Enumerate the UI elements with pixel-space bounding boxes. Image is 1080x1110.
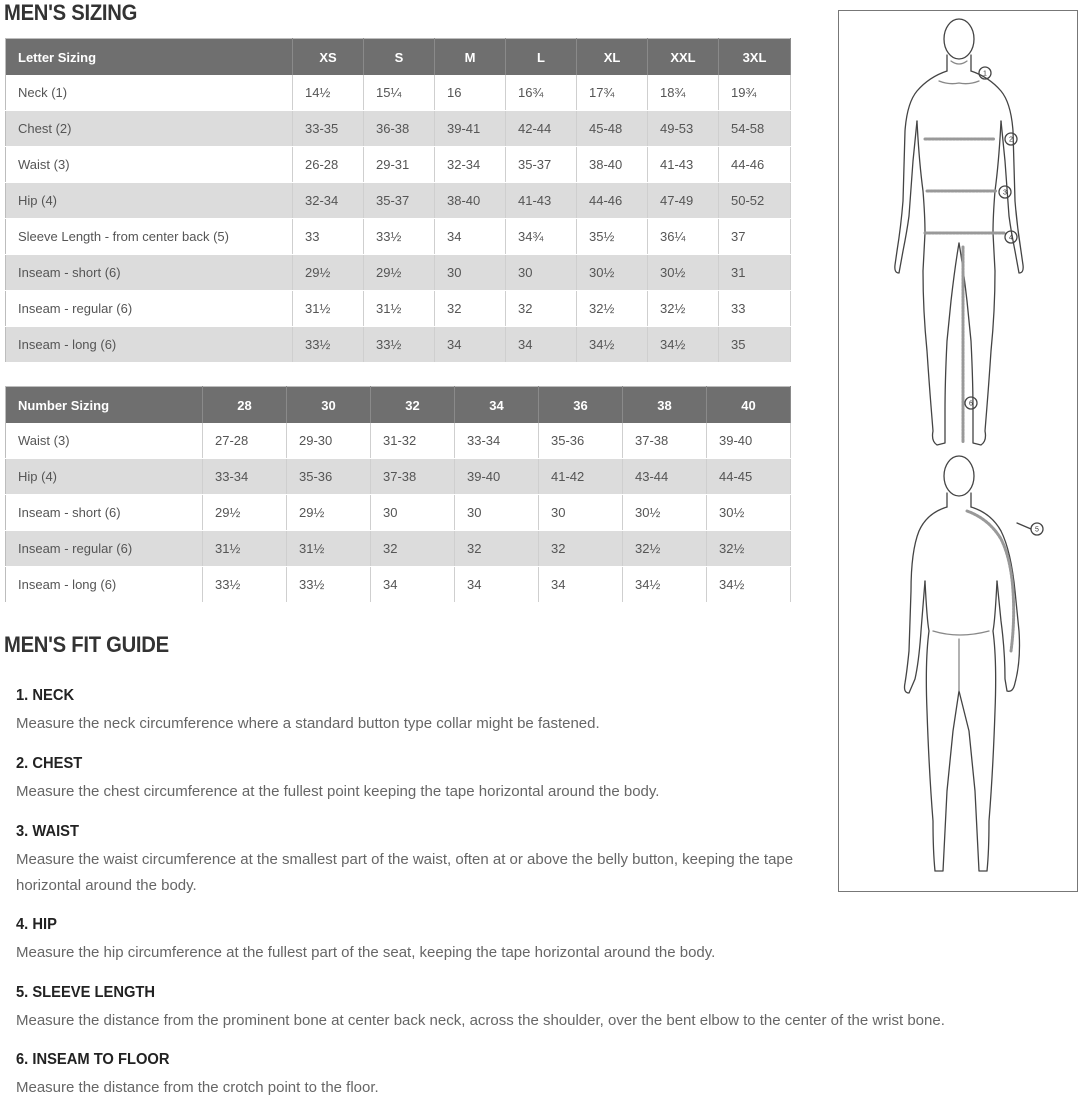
row-label: Inseam - long (6) <box>6 567 203 603</box>
table-row <box>6 327 791 363</box>
size-value: 37-38 <box>623 423 707 459</box>
size-value: 34 <box>455 567 539 603</box>
size-value: 31½ <box>287 531 371 567</box>
guide-text: Measure the distance from the crotch point to the floor. <box>16 1079 379 1096</box>
guide-heading: 1. NECK <box>16 687 75 704</box>
guide-section-sleeve-length <box>16 984 945 1034</box>
size-value: 34 <box>435 219 506 255</box>
size-value: 19¾ <box>719 75 791 111</box>
row-label: Neck (1) <box>6 75 293 111</box>
size-value: 32½ <box>707 531 791 567</box>
column-header: L <box>506 39 577 76</box>
table-row <box>6 495 791 531</box>
size-value: 32½ <box>577 291 648 327</box>
marker-label: 5 <box>1035 526 1039 534</box>
size-value: 41-43 <box>648 147 719 183</box>
size-value: 32½ <box>623 531 707 567</box>
size-value: 31½ <box>293 291 364 327</box>
size-value: 35-36 <box>539 423 623 459</box>
front-figure <box>895 19 1023 445</box>
size-value: 44-46 <box>719 147 791 183</box>
fit-guide-title: MEN'S FIT GUIDE <box>4 632 169 657</box>
row-label: Inseam - regular (6) <box>6 291 293 327</box>
column-header: S <box>364 39 435 76</box>
measurement-figure <box>838 10 1078 892</box>
marker-label: 1 <box>983 70 987 78</box>
size-value: 29-31 <box>364 147 435 183</box>
size-value: 33½ <box>364 327 435 363</box>
table-row <box>6 183 791 219</box>
size-value: 30 <box>455 495 539 531</box>
row-label: Inseam - regular (6) <box>6 531 203 567</box>
guide-section-inseam <box>16 1051 856 1101</box>
letter-sizing-table <box>5 38 791 363</box>
row-label: Hip (4) <box>6 459 203 495</box>
size-value: 35 <box>719 327 791 363</box>
size-value: 30 <box>371 495 455 531</box>
guide-section-hip <box>16 916 856 966</box>
size-value: 33-34 <box>455 423 539 459</box>
size-value: 43-44 <box>623 459 707 495</box>
marker-label: 4 <box>1009 234 1013 242</box>
size-value: 33½ <box>364 219 435 255</box>
size-value: 33-35 <box>293 111 364 147</box>
table-row <box>6 255 791 291</box>
guide-text: Measure the waist circumference at the smallest part of the waist, often at or above the belly button, keeping the tape horizontal around the body. <box>16 851 794 894</box>
size-value: 45-48 <box>577 111 648 147</box>
size-value: 34½ <box>623 567 707 603</box>
size-value: 39-40 <box>707 423 791 459</box>
table-row <box>6 147 791 183</box>
table-row <box>6 219 791 255</box>
size-value: 32 <box>435 291 506 327</box>
table-row <box>6 291 791 327</box>
size-value: 50-52 <box>719 183 791 219</box>
size-value: 34½ <box>707 567 791 603</box>
size-value: 29½ <box>287 495 371 531</box>
size-value: 36-38 <box>364 111 435 147</box>
row-label: Hip (4) <box>6 183 293 219</box>
marker-label: 3 <box>1003 189 1007 197</box>
table-header-row <box>6 39 791 76</box>
page-title: MEN'S SIZING <box>4 0 138 25</box>
row-label: Inseam - long (6) <box>6 327 293 363</box>
size-value: 33-34 <box>203 459 287 495</box>
column-header: XS <box>293 39 364 76</box>
size-value: 36¼ <box>648 219 719 255</box>
size-value: 34½ <box>577 327 648 363</box>
size-value: 39-40 <box>455 459 539 495</box>
guide-heading: 4. HIP <box>16 916 57 933</box>
size-value: 34 <box>435 327 506 363</box>
column-header: Number Sizing <box>6 387 203 424</box>
column-header: 3XL <box>719 39 791 76</box>
size-value: 33 <box>719 291 791 327</box>
column-header: 30 <box>287 387 371 424</box>
column-header: XXL <box>648 39 719 76</box>
table-row <box>6 459 791 495</box>
size-value: 31½ <box>203 531 287 567</box>
size-value: 31½ <box>364 291 435 327</box>
column-header: Letter Sizing <box>6 39 293 76</box>
guide-section-chest <box>16 755 856 805</box>
size-value: 16¾ <box>506 75 577 111</box>
size-value: 37-38 <box>371 459 455 495</box>
table-row <box>6 567 791 603</box>
guide-text: Measure the distance from the prominent bone at center back neck, across the shoulder, over the bent elbow to the center of the wrist bone. <box>16 1012 945 1029</box>
size-value: 31-32 <box>371 423 455 459</box>
size-value: 32 <box>506 291 577 327</box>
size-value: 29-30 <box>287 423 371 459</box>
guide-heading: 5. SLEEVE LENGTH <box>16 984 156 1001</box>
size-value: 29½ <box>364 255 435 291</box>
size-value: 27-28 <box>203 423 287 459</box>
size-value: 30½ <box>648 255 719 291</box>
size-value: 29½ <box>293 255 364 291</box>
column-header: 40 <box>707 387 791 424</box>
table-row <box>6 111 791 147</box>
size-value: 54-58 <box>719 111 791 147</box>
guide-heading: 6. INSEAM TO FLOOR <box>16 1051 170 1068</box>
size-value: 30 <box>506 255 577 291</box>
guide-heading: 3. WAIST <box>16 823 79 840</box>
back-figure <box>905 456 1044 871</box>
guide-heading: 2. CHEST <box>16 755 83 772</box>
size-value: 44-46 <box>577 183 648 219</box>
column-header: 36 <box>539 387 623 424</box>
guide-text: Measure the neck circumference where a standard button type collar might be fastened. <box>16 715 600 732</box>
size-value: 42-44 <box>506 111 577 147</box>
row-label: Sleeve Length - from center back (5) <box>6 219 293 255</box>
row-label: Waist (3) <box>6 147 293 183</box>
column-header: 28 <box>203 387 287 424</box>
number-sizing-table <box>5 386 791 603</box>
column-header: 32 <box>371 387 455 424</box>
size-value: 44-45 <box>707 459 791 495</box>
size-value: 38-40 <box>435 183 506 219</box>
marker-label: 2 <box>1009 136 1013 144</box>
guide-section-neck <box>16 687 856 737</box>
size-value: 47-49 <box>648 183 719 219</box>
size-value: 32½ <box>648 291 719 327</box>
size-value: 38-40 <box>577 147 648 183</box>
row-label: Chest (2) <box>6 111 293 147</box>
size-value: 34 <box>539 567 623 603</box>
size-value: 14½ <box>293 75 364 111</box>
body-diagram <box>839 11 1077 891</box>
size-value: 34 <box>371 567 455 603</box>
size-value: 32-34 <box>293 183 364 219</box>
size-value: 49-53 <box>648 111 719 147</box>
size-value: 35-36 <box>287 459 371 495</box>
column-header: XL <box>577 39 648 76</box>
size-value: 35-37 <box>506 147 577 183</box>
guide-section-waist <box>16 823 856 899</box>
size-value: 30 <box>539 495 623 531</box>
column-header: M <box>435 39 506 76</box>
marker-label: 6 <box>969 400 973 408</box>
size-value: 30½ <box>577 255 648 291</box>
size-value: 39-41 <box>435 111 506 147</box>
size-value: 30 <box>435 255 506 291</box>
size-value: 30½ <box>623 495 707 531</box>
size-value: 17¾ <box>577 75 648 111</box>
size-value: 41-43 <box>506 183 577 219</box>
size-value: 34¾ <box>506 219 577 255</box>
size-value: 15¼ <box>364 75 435 111</box>
guide-text: Measure the chest circumference at the fullest point keeping the tape horizontal around the body. <box>16 783 660 800</box>
table-row <box>6 75 791 111</box>
size-value: 16 <box>435 75 506 111</box>
size-value: 33½ <box>293 327 364 363</box>
size-value: 35-37 <box>364 183 435 219</box>
guide-text: Measure the hip circumference at the fullest part of the seat, keeping the tape horizontal around the body. <box>16 944 716 961</box>
size-value: 29½ <box>203 495 287 531</box>
size-value: 32 <box>539 531 623 567</box>
size-value: 31 <box>719 255 791 291</box>
column-header: 38 <box>623 387 707 424</box>
column-header: 34 <box>455 387 539 424</box>
size-value: 32 <box>455 531 539 567</box>
size-value: 26-28 <box>293 147 364 183</box>
row-label: Waist (3) <box>6 423 203 459</box>
table-row <box>6 531 791 567</box>
size-value: 32-34 <box>435 147 506 183</box>
row-label: Inseam - short (6) <box>6 255 293 291</box>
table-header-row <box>6 387 791 424</box>
size-value: 37 <box>719 219 791 255</box>
size-value: 30½ <box>707 495 791 531</box>
row-label: Inseam - short (6) <box>6 495 203 531</box>
size-value: 33½ <box>203 567 287 603</box>
size-value: 34 <box>506 327 577 363</box>
size-value: 18¾ <box>648 75 719 111</box>
size-value: 34½ <box>648 327 719 363</box>
size-value: 33 <box>293 219 364 255</box>
size-value: 32 <box>371 531 455 567</box>
size-value: 33½ <box>287 567 371 603</box>
size-value: 41-42 <box>539 459 623 495</box>
table-row <box>6 423 791 459</box>
size-value: 35½ <box>577 219 648 255</box>
